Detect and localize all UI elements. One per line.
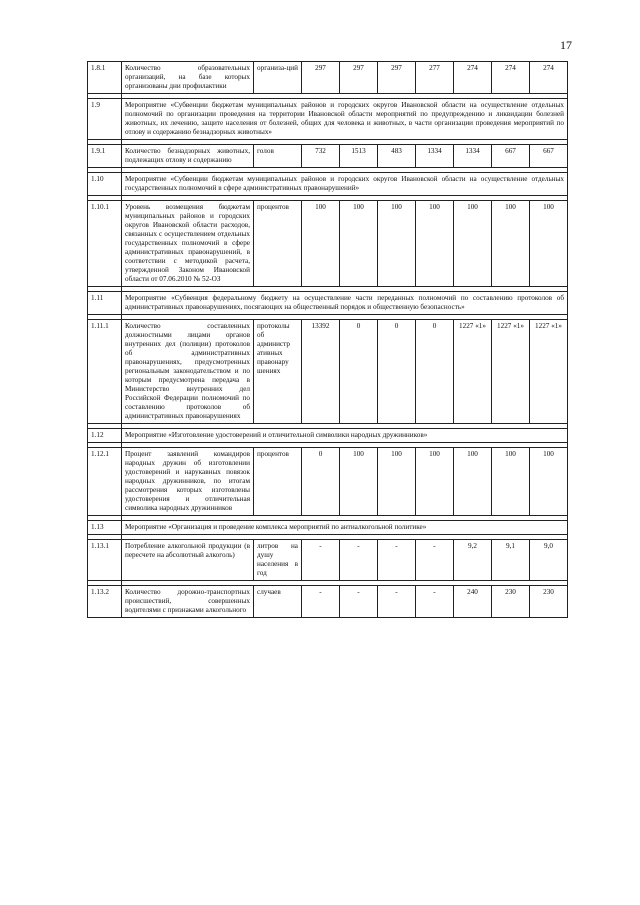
indicator-unit: случаев (254, 586, 302, 618)
value-cell: 9,0 (530, 540, 568, 581)
row-number: 1.13 (88, 521, 122, 535)
value-cell: 100 (530, 201, 568, 287)
row-number: 1.12.1 (88, 448, 122, 516)
value-cell: 274 (454, 62, 492, 94)
value-cell: 0 (302, 448, 340, 516)
value-cell: 100 (378, 201, 416, 287)
value-cell: - (416, 586, 454, 618)
indicator-name: Процент заявлений командиров народных дружин об изготовлении удостоверений и нарукавных повязок народных дружинников, по итогам рассмотрения которых изготовлены удостоверения и отличительная символика народных дружинников (122, 448, 254, 516)
value-cell: 100 (454, 448, 492, 516)
value-cell: 274 (492, 62, 530, 94)
row-number: 1.10.1 (88, 201, 122, 287)
value-cell: - (302, 540, 340, 581)
row-number: 1.13.2 (88, 586, 122, 618)
value-cell: 100 (340, 448, 378, 516)
value-cell: 100 (530, 448, 568, 516)
value-cell: 100 (492, 201, 530, 287)
value-cell: 1227 «1» (530, 320, 568, 424)
value-cell: 277 (416, 62, 454, 94)
table-row (88, 292, 568, 315)
indicator-name: Количество составленных должностными лицами органов внутренних дел (полиции) протоколов об административных правонарушениях, предусмотренных региональным законодательством и по которым предусмотрена передача в Министерство внутренних дел Российской Федерации полномочий по составлению протоколов об административных правонарушениях (122, 320, 254, 424)
value-cell: - (340, 586, 378, 618)
table-row (88, 586, 568, 618)
value-cell: 100 (492, 448, 530, 516)
row-number: 1.9 (88, 99, 122, 140)
indicator-name: Количество безнадзорных животных, подлежащих отлову и содержанию (122, 145, 254, 168)
value-cell: 1227 «1» (454, 320, 492, 424)
value-cell: 297 (378, 62, 416, 94)
row-number: 1.11.1 (88, 320, 122, 424)
activity-title: Мероприятие «Субвенция федеральному бюджету на осуществление части переданных полномочий по составлению протоколов об административных правонарушениях, посягающих на общественный порядок и общественную безопасность» (122, 292, 568, 315)
value-cell: 9,1 (492, 540, 530, 581)
indicator-name: Количество образовательных организаций, на базе которых организованы дни профилактики (122, 62, 254, 94)
value-cell: 0 (340, 320, 378, 424)
table-row (88, 145, 568, 168)
value-cell: 667 (530, 145, 568, 168)
value-cell: 0 (416, 320, 454, 424)
value-cell: 274 (530, 62, 568, 94)
table-row (88, 521, 568, 535)
value-cell: 483 (378, 145, 416, 168)
indicator-unit: процентов (254, 201, 302, 287)
value-cell: 297 (302, 62, 340, 94)
table-row (88, 540, 568, 581)
value-cell: - (378, 540, 416, 581)
value-cell: 13392 (302, 320, 340, 424)
table-row (88, 173, 568, 196)
indicator-unit: организа-ций (254, 62, 302, 94)
value-cell: 230 (530, 586, 568, 618)
table-row (88, 320, 568, 424)
value-cell: 100 (416, 201, 454, 287)
value-cell: 230 (492, 586, 530, 618)
value-cell: 100 (340, 201, 378, 287)
table-row (88, 99, 568, 140)
value-cell: 240 (454, 586, 492, 618)
value-cell: 732 (302, 145, 340, 168)
row-number: 1.9.1 (88, 145, 122, 168)
table-row (88, 201, 568, 287)
activity-title: Мероприятие «Субвенции бюджетам муниципальных районов и городских округов Ивановской области на осуществление отдельных полномочий по организации проведения на территории Ивановской области мероприятий по предупреждению и ликвидации болезней животных, их лечению, защите населения от болезней, общих для человека и животных, в части организации проведения мероприятий по отлову и содержанию безнадзорных животных» (122, 99, 568, 140)
value-cell: - (378, 586, 416, 618)
row-number: 1.8.1 (88, 62, 122, 94)
value-cell: 100 (378, 448, 416, 516)
indicator-name: Уровень возмещения бюджетам муниципальных районов и городских округов Ивановской области расходов, связанных с осуществлением отдельных государственных полномочий в сфере административных правонарушений, в соответствии с методикой расчета, утвержденной Законом Ивановской области от 07.06.2010 № 52-ОЗ (122, 201, 254, 287)
value-cell: 667 (492, 145, 530, 168)
row-number: 1.10 (88, 173, 122, 196)
activity-title: Мероприятие «Субвенции бюджетам муниципальных районов и городских округов Ивановской области на осуществление отдельных государственных полномочий в сфере административных правонарушений» (122, 173, 568, 196)
indicator-unit: процентов (254, 448, 302, 516)
value-cell: 9,2 (454, 540, 492, 581)
value-cell: 1334 (454, 145, 492, 168)
table-row (88, 448, 568, 516)
indicator-name: Количество дорожно-транспортных происшествий, совершенных водителями с признаками алкогольного (122, 586, 254, 618)
activity-title: Мероприятие «Изготовление удостоверений и отличительной символики народных дружинников» (122, 429, 568, 443)
value-cell: 297 (340, 62, 378, 94)
row-number: 1.12 (88, 429, 122, 443)
value-cell: - (416, 540, 454, 581)
value-cell: - (302, 586, 340, 618)
value-cell: 100 (302, 201, 340, 287)
value-cell: 100 (416, 448, 454, 516)
value-cell: 100 (454, 201, 492, 287)
indicator-unit: голов (254, 145, 302, 168)
activity-title: Мероприятие «Организация и проведение комплекса мероприятий по антиалкогольной политике» (122, 521, 568, 535)
indicator-unit: литров на душу населения в год (254, 540, 302, 581)
table-row (88, 62, 568, 94)
page-number: 17 (560, 38, 572, 52)
value-cell: 1334 (416, 145, 454, 168)
value-cell: - (340, 540, 378, 581)
row-number: 1.13.1 (88, 540, 122, 581)
row-number: 1.11 (88, 292, 122, 315)
value-cell: 1227 «1» (492, 320, 530, 424)
table-row (88, 429, 568, 443)
value-cell: 0 (378, 320, 416, 424)
indicator-name: Потребление алкогольной продукции (в пересчете на абсолютный алкоголь) (122, 540, 254, 581)
indicators-table (87, 61, 568, 618)
indicator-unit: протоколы об администр ативных правонару шениях (254, 320, 302, 424)
value-cell: 1513 (340, 145, 378, 168)
